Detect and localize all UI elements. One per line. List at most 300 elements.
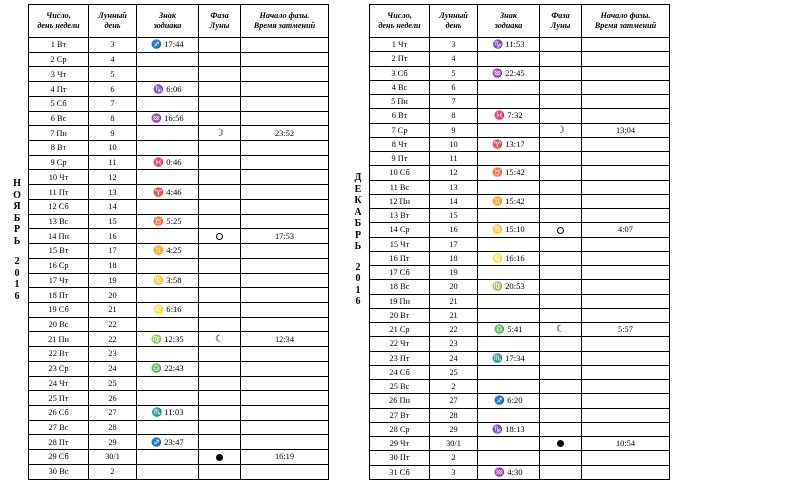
table-row: [29, 155, 329, 170]
table-row: [370, 280, 670, 294]
cell-zodiac: ♊ 4:25: [137, 244, 199, 259]
cell-zodiac: [478, 451, 540, 465]
cell-moon-phase: [540, 294, 582, 308]
cell-date: 10 Чт: [29, 170, 89, 185]
cell-moon-phase: [540, 351, 582, 365]
table-row: [370, 137, 670, 151]
cell-moon-phase: [199, 420, 241, 435]
cell-date: 4 Пт: [29, 82, 89, 97]
cell-phase-time: [582, 137, 670, 151]
cell-lunar-day: 6: [430, 80, 478, 94]
cell-phase-time: [582, 351, 670, 365]
cell-lunar-day: 27: [430, 394, 478, 408]
cell-date: 17 Сб: [370, 266, 430, 280]
cell-moon-phase: [199, 347, 241, 362]
cell-date: 11 Пт: [29, 185, 89, 200]
column-header-date: Число, день недели: [29, 5, 89, 38]
cell-zodiac: ♍ 12:35: [137, 332, 199, 347]
cell-lunar-day: 7: [89, 96, 137, 111]
cell-lunar-day: 19: [89, 273, 137, 288]
cell-phase-time: [241, 435, 329, 450]
cell-lunar-day: 14: [430, 194, 478, 208]
cell-phase-time: [582, 109, 670, 123]
cell-phase-time: [241, 302, 329, 317]
cell-lunar-day: 7: [430, 95, 478, 109]
cell-date: 22 Вт: [29, 347, 89, 362]
table-row: [29, 376, 329, 391]
cell-zodiac: [478, 308, 540, 322]
cell-moon-phase: [199, 302, 241, 317]
cell-phase-time: [582, 280, 670, 294]
table-row: [370, 308, 670, 322]
cell-phase-time: [582, 95, 670, 109]
cell-zodiac: ♓ 7:32: [478, 109, 540, 123]
cell-moon-phase: [199, 141, 241, 156]
cell-date: 10 Сб: [370, 166, 430, 180]
cell-phase-time: [241, 347, 329, 362]
cell-moon-phase: [540, 237, 582, 251]
cell-date: 12 Сб: [29, 199, 89, 214]
cell-lunar-day: 21: [430, 308, 478, 322]
cell-phase-time: 5:57: [582, 323, 670, 337]
cell-lunar-day: 19: [430, 266, 478, 280]
cell-lunar-day: 9: [430, 123, 478, 137]
cell-zodiac: [478, 123, 540, 137]
table-row: [29, 361, 329, 376]
cell-phase-time: [241, 38, 329, 53]
cell-lunar-day: 4: [89, 52, 137, 67]
cell-zodiac: [137, 67, 199, 82]
cell-date: 8 Вт: [29, 141, 89, 156]
table-row: [29, 96, 329, 111]
table-row: [370, 380, 670, 394]
cell-lunar-day: 12: [430, 166, 478, 180]
cell-date: 25 Вс: [370, 380, 430, 394]
cell-zodiac: ♌ 6:16: [137, 302, 199, 317]
first-quarter-moon-icon: ☽: [215, 127, 224, 139]
table-row: [370, 323, 670, 337]
cell-lunar-day: 5: [89, 67, 137, 82]
cell-lunar-day: 11: [89, 155, 137, 170]
cell-zodiac: ♉ 5:25: [137, 214, 199, 229]
cell-lunar-day: 11: [430, 152, 478, 166]
table-row: [370, 294, 670, 308]
cell-date: 1 Вт: [29, 38, 89, 53]
cell-phase-time: [582, 237, 670, 251]
cell-phase-time: [241, 185, 329, 200]
cell-zodiac: [478, 380, 540, 394]
cell-phase-time: [582, 365, 670, 379]
cell-moon-phase: [199, 391, 241, 406]
cell-zodiac: [478, 95, 540, 109]
cell-lunar-day: 2: [89, 464, 137, 479]
first-quarter-moon-icon: ☽: [556, 124, 565, 136]
cell-date: 26 Пн: [370, 394, 430, 408]
cell-moon-phase: [199, 38, 241, 53]
cell-phase-time: [582, 380, 670, 394]
cell-phase-time: [241, 391, 329, 406]
cell-lunar-day: 8: [89, 111, 137, 126]
cell-zodiac: ♎ 22:43: [137, 361, 199, 376]
full-moon-icon: [216, 233, 223, 240]
cell-date: 21 Пн: [29, 332, 89, 347]
column-header-lunar-day: Лунный день: [89, 5, 137, 38]
cell-date: 20 Вс: [29, 317, 89, 332]
cell-zodiac: [137, 52, 199, 67]
cell-phase-time: [582, 422, 670, 436]
cell-zodiac: ♉ 15:42: [478, 166, 540, 180]
cell-moon-phase: [540, 223, 582, 237]
cell-phase-time: [582, 38, 670, 52]
cell-phase-time: [582, 194, 670, 208]
month-block: [6, 4, 329, 480]
table-row: [29, 420, 329, 435]
table-row: [370, 422, 670, 436]
cell-moon-phase: [540, 251, 582, 265]
cell-lunar-day: 23: [430, 337, 478, 351]
cell-lunar-day: 22: [89, 332, 137, 347]
cell-phase-time: [241, 273, 329, 288]
cell-zodiac: ♒ 16:56: [137, 111, 199, 126]
cell-zodiac: [478, 180, 540, 194]
cell-zodiac: [137, 170, 199, 185]
cell-date: 8 Чт: [370, 137, 430, 151]
lunar-calendar-table: [369, 4, 670, 480]
table-row: [29, 111, 329, 126]
cell-date: 24 Сб: [370, 365, 430, 379]
new-moon-icon: [216, 454, 223, 461]
cell-date: 18 Пт: [29, 288, 89, 303]
table-row: [370, 394, 670, 408]
cell-moon-phase: [540, 80, 582, 94]
table-row: [370, 337, 670, 351]
column-header-phase-time: Начало фазы. Время затмений: [241, 5, 329, 38]
cell-phase-time: 4:07: [582, 223, 670, 237]
cell-lunar-day: 17: [89, 244, 137, 259]
cell-zodiac: ♏ 17:34: [478, 351, 540, 365]
cell-lunar-day: 16: [430, 223, 478, 237]
cell-moon-phase: [199, 435, 241, 450]
cell-zodiac: ♈ 13:17: [478, 137, 540, 151]
cell-lunar-day: 15: [430, 209, 478, 223]
column-header-moon-phase: Фаза Луны: [199, 5, 241, 38]
cell-date: 25 Пт: [29, 391, 89, 406]
cell-phase-time: 13:04: [582, 123, 670, 137]
cell-lunar-day: 29: [430, 422, 478, 436]
cell-moon-phase: [199, 450, 241, 465]
cell-zodiac: ♒ 4:30: [478, 465, 540, 480]
cell-moon-phase: [199, 170, 241, 185]
cell-phase-time: 17:53: [241, 229, 329, 244]
cell-phase-time: [582, 408, 670, 422]
cell-zodiac: [137, 317, 199, 332]
cell-lunar-day: 23: [89, 347, 137, 362]
cell-zodiac: ♊ 15:42: [478, 194, 540, 208]
cell-moon-phase: [540, 280, 582, 294]
table-row: [29, 405, 329, 420]
table-row: [370, 351, 670, 365]
cell-moon-phase: [540, 194, 582, 208]
cell-moon-phase: [540, 308, 582, 322]
cell-lunar-day: 14: [89, 199, 137, 214]
table-row: [29, 288, 329, 303]
table-row: [370, 237, 670, 251]
table-row: [370, 194, 670, 208]
table-row: [370, 266, 670, 280]
table-row: [370, 465, 670, 480]
cell-zodiac: ♓ 0:46: [137, 155, 199, 170]
cell-lunar-day: 4: [430, 52, 478, 66]
cell-lunar-day: 30/1: [89, 450, 137, 465]
cell-zodiac: [478, 294, 540, 308]
cell-phase-time: [582, 451, 670, 465]
cell-moon-phase: [540, 437, 582, 451]
cell-moon-phase: [540, 95, 582, 109]
cell-moon-phase: [199, 464, 241, 479]
cell-lunar-day: 28: [430, 408, 478, 422]
cell-date: 31 Сб: [370, 465, 430, 480]
table-row: [29, 347, 329, 362]
cell-lunar-day: 24: [430, 351, 478, 365]
cell-lunar-day: 10: [89, 141, 137, 156]
table-row: [29, 391, 329, 406]
cell-phase-time: [241, 405, 329, 420]
cell-zodiac: [137, 126, 199, 141]
cell-date: 3 Чт: [29, 67, 89, 82]
cell-zodiac: [137, 420, 199, 435]
cell-lunar-day: 17: [430, 237, 478, 251]
month-year: 2 0 1 6: [355, 261, 361, 308]
cell-date: 15 Вт: [29, 244, 89, 259]
cell-zodiac: [137, 391, 199, 406]
cell-moon-phase: [540, 180, 582, 194]
cell-moon-phase: [540, 380, 582, 394]
cell-moon-phase: [540, 422, 582, 436]
new-moon-icon: [557, 440, 564, 447]
cell-date: 24 Чт: [29, 376, 89, 391]
cell-date: 4 Вс: [370, 80, 430, 94]
table-row: [29, 199, 329, 214]
cell-zodiac: ♑ 18:13: [478, 422, 540, 436]
month-name: Д Е К А Б Р Ь: [354, 172, 362, 253]
cell-date: 6 Вс: [29, 111, 89, 126]
cell-date: 22 Чт: [370, 337, 430, 351]
cell-lunar-day: 30/1: [430, 437, 478, 451]
table-row: [370, 38, 670, 52]
cell-moon-phase: [199, 111, 241, 126]
cell-moon-phase: [540, 166, 582, 180]
cell-phase-time: [582, 52, 670, 66]
cell-moon-phase: [199, 52, 241, 67]
cell-date: 12 Пн: [370, 194, 430, 208]
cell-phase-time: [582, 251, 670, 265]
cell-zodiac: [137, 96, 199, 111]
cell-zodiac: ♏ 11:03: [137, 405, 199, 420]
cell-moon-phase: [540, 337, 582, 351]
column-header-phase-time: Начало фазы. Время затмений: [582, 5, 670, 38]
cell-phase-time: [241, 464, 329, 479]
cell-phase-time: 10:54: [582, 437, 670, 451]
cell-lunar-day: 21: [89, 302, 137, 317]
month-label: [347, 4, 369, 480]
cell-phase-time: [241, 52, 329, 67]
cell-zodiac: [137, 376, 199, 391]
cell-date: 5 Сб: [29, 96, 89, 111]
cell-zodiac: [137, 450, 199, 465]
cell-date: 30 Вс: [29, 464, 89, 479]
column-header-zodiac: Знак зодиака: [478, 5, 540, 38]
cell-zodiac: [137, 141, 199, 156]
table-row: [370, 123, 670, 137]
cell-date: 2 Ср: [29, 52, 89, 67]
cell-zodiac: [478, 80, 540, 94]
cell-date: 17 Чт: [29, 273, 89, 288]
cell-moon-phase: [199, 229, 241, 244]
cell-lunar-day: 8: [430, 109, 478, 123]
cell-date: 23 Пт: [370, 351, 430, 365]
cell-phase-time: [241, 67, 329, 82]
cell-moon-phase: [540, 365, 582, 379]
cell-moon-phase: [199, 82, 241, 97]
cell-zodiac: ♎ 5:41: [478, 323, 540, 337]
cell-date: 16 Ср: [29, 258, 89, 273]
cell-zodiac: [137, 288, 199, 303]
cell-date: 2 Пт: [370, 52, 430, 66]
cell-date: 27 Вс: [29, 420, 89, 435]
cell-phase-time: [582, 166, 670, 180]
table-row: [29, 317, 329, 332]
cell-zodiac: [478, 152, 540, 166]
cell-zodiac: [478, 237, 540, 251]
cell-phase-time: [241, 258, 329, 273]
cell-lunar-day: 3: [430, 465, 478, 480]
table-row: [370, 251, 670, 265]
cell-date: 30 Пт: [370, 451, 430, 465]
cell-phase-time: [582, 66, 670, 80]
cell-phase-time: 23:52: [241, 126, 329, 141]
cell-date: 14 Ср: [370, 223, 430, 237]
cell-zodiac: ♈ 4:46: [137, 185, 199, 200]
cell-zodiac: [137, 464, 199, 479]
cell-date: 20 Вт: [370, 308, 430, 322]
cell-zodiac: [478, 52, 540, 66]
cell-moon-phase: [540, 52, 582, 66]
cell-phase-time: [241, 199, 329, 214]
cell-moon-phase: [199, 361, 241, 376]
cell-phase-time: [582, 308, 670, 322]
cell-zodiac: ♑ 6:06: [137, 82, 199, 97]
cell-moon-phase: [540, 123, 582, 137]
cell-date: 14 Пн: [29, 229, 89, 244]
cell-date: 19 Сб: [29, 302, 89, 317]
cell-moon-phase: [199, 244, 241, 259]
table-row: [29, 126, 329, 141]
cell-moon-phase: [540, 465, 582, 480]
cell-lunar-day: 16: [89, 229, 137, 244]
table-row: [29, 229, 329, 244]
table-row: [29, 435, 329, 450]
cell-moon-phase: [199, 376, 241, 391]
cell-date: 28 Ср: [370, 422, 430, 436]
table-row: [370, 109, 670, 123]
table-row: [29, 170, 329, 185]
table-row: [29, 258, 329, 273]
cell-date: 27 Вт: [370, 408, 430, 422]
cell-zodiac: [478, 209, 540, 223]
cell-zodiac: ♋ 3:58: [137, 273, 199, 288]
cell-date: 3 Сб: [370, 66, 430, 80]
cell-moon-phase: [199, 199, 241, 214]
cell-phase-time: [241, 155, 329, 170]
cell-moon-phase: [199, 96, 241, 111]
month-name: Н О Я Б Р Ь: [13, 178, 21, 247]
cell-phase-time: [582, 294, 670, 308]
cell-moon-phase: [199, 258, 241, 273]
month-label: [6, 4, 28, 480]
cell-lunar-day: 5: [430, 66, 478, 80]
cell-phase-time: [241, 361, 329, 376]
cell-lunar-day: 24: [89, 361, 137, 376]
cell-zodiac: [137, 199, 199, 214]
cell-lunar-day: 3: [430, 38, 478, 52]
cell-moon-phase: [199, 214, 241, 229]
cell-phase-time: [241, 141, 329, 156]
cell-zodiac: [137, 258, 199, 273]
cell-lunar-day: 26: [89, 391, 137, 406]
cell-zodiac: [478, 266, 540, 280]
cell-date: 7 Ср: [370, 123, 430, 137]
table-row: [370, 209, 670, 223]
column-header-lunar-day: Лунный день: [430, 5, 478, 38]
cell-date: 1 Чт: [370, 38, 430, 52]
cell-lunar-day: 25: [89, 376, 137, 391]
cell-lunar-day: 6: [89, 82, 137, 97]
table-row: [29, 302, 329, 317]
cell-zodiac: [137, 229, 199, 244]
cell-date: 13 Вт: [370, 209, 430, 223]
cell-phase-time: [582, 209, 670, 223]
cell-phase-time: [241, 111, 329, 126]
cell-lunar-day: 28: [89, 420, 137, 435]
table-row: [29, 52, 329, 67]
table-row: [29, 82, 329, 97]
table-row: [370, 408, 670, 422]
cell-lunar-day: 12: [89, 170, 137, 185]
cell-phase-time: [241, 420, 329, 435]
last-quarter-moon-icon: ☾: [215, 333, 224, 345]
table-row: [370, 223, 670, 237]
cell-lunar-day: 18: [430, 251, 478, 265]
table-row: [370, 365, 670, 379]
cell-date: 29 Сб: [29, 450, 89, 465]
full-moon-icon: [557, 227, 564, 234]
cell-phase-time: [582, 394, 670, 408]
cell-moon-phase: [540, 323, 582, 337]
cell-lunar-day: 9: [89, 126, 137, 141]
cell-moon-phase: [540, 109, 582, 123]
cell-date: 28 Пт: [29, 435, 89, 450]
cell-lunar-day: 27: [89, 405, 137, 420]
cell-lunar-day: 2: [430, 451, 478, 465]
table-header-row: [370, 5, 670, 38]
cell-moon-phase: [199, 288, 241, 303]
cell-date: 9 Ср: [29, 155, 89, 170]
cell-moon-phase: [540, 137, 582, 151]
cell-date: 11 Вс: [370, 180, 430, 194]
cell-phase-time: [582, 266, 670, 280]
cell-lunar-day: 22: [430, 323, 478, 337]
cell-date: 6 Вт: [370, 109, 430, 123]
